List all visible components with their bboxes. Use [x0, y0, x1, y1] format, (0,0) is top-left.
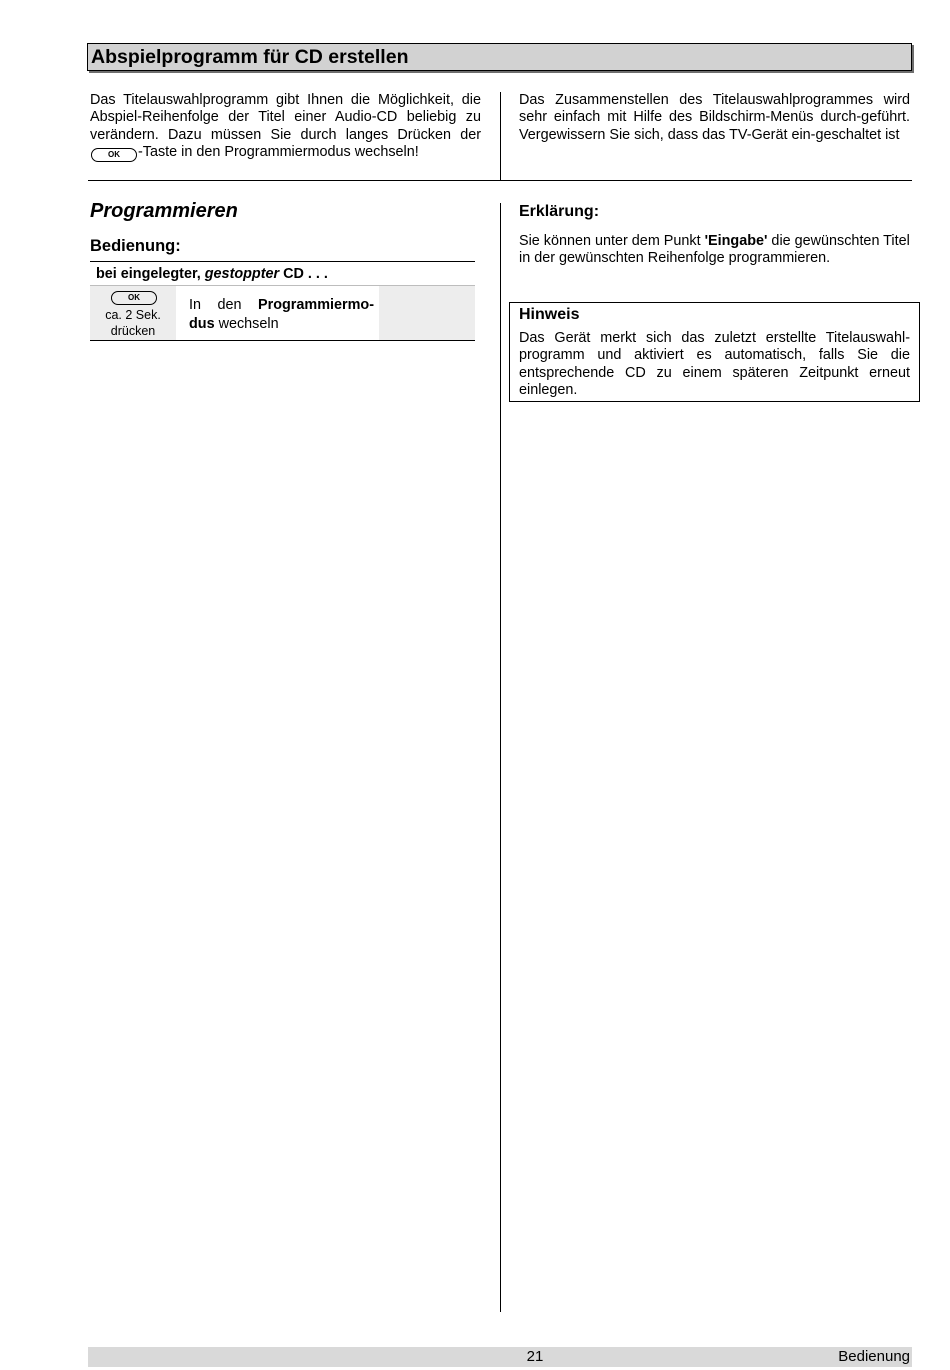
erklaerung-text-start: Sie können unter dem Punkt — [519, 233, 705, 249]
footer-section: Bedienung — [838, 1348, 910, 1365]
subheading-bedienung: Bedienung: — [90, 237, 181, 255]
table-bottom-rule — [90, 340, 475, 341]
condition-row — [96, 266, 328, 282]
column-divider — [500, 203, 501, 1312]
heading-erklaerung: Erklärung: — [519, 203, 600, 220]
condition-emph: gestoppter — [204, 266, 280, 282]
condition-suffix: CD . . . — [279, 266, 328, 282]
intro-left-text-end: -Taste in den Programmiermodus wechseln! — [138, 144, 419, 161]
page-title: Abspielprogramm für CD erstellen — [91, 46, 409, 68]
note-text: Das Gerät merkt sich das zuletzt erstellte Titelauswahl-programm und aktiviert es automatisch, falls Sie die entsprechende CD zu einem späteren Zeitpunkt erneut einlegen. — [519, 330, 910, 399]
section-heading-programmieren: Programmieren — [90, 200, 238, 222]
key-caption — [90, 307, 176, 339]
step-text-bold: Programmiermo-dus — [189, 297, 374, 332]
erklaerung-text-end: die gewünschten Titel in der gewünschten Reihenfolge programmieren. — [519, 233, 910, 267]
empty-cell — [379, 286, 475, 340]
step-description — [189, 296, 374, 334]
erklaerung-text-bold: 'Eingabe' — [704, 233, 768, 249]
condition-prefix: bei eingelegter, — [96, 266, 205, 282]
erklaerung-text — [519, 233, 910, 268]
intro-left-text-start: Das Titelauswahlprogramm gibt Ihnen die Möglichkeit, die Abspiel-Reihenfolge der Titel einer Audio-CD beliebig zu verändern. Dazu müssen Sie durch langes Drücken der — [90, 92, 481, 143]
intro-column-divider — [500, 92, 501, 180]
top-divider — [88, 180, 912, 181]
step-text-end: wechseln — [214, 316, 279, 332]
step-text-start: In den — [189, 297, 259, 313]
page-number: 21 — [526, 1348, 544, 1365]
key-caption-action: drücken — [110, 324, 156, 338]
table-top-rule — [90, 261, 475, 262]
key-caption-duration: ca. 2 Sek. — [105, 308, 161, 322]
ok-key-icon: OK — [91, 148, 137, 162]
intro-right: Das Zusammenstellen des Titelauswahlprogrammes wird sehr einfach mit Hilfe des Bildschirm-Menüs durch-geführt. Vergewissern Sie sich, dass das TV-Gerät ein-geschaltet ist — [519, 92, 910, 143]
note-title: Hinweis — [519, 306, 580, 323]
page-title-bar — [87, 43, 912, 71]
intro-left — [90, 92, 481, 162]
ok-button-icon: OK — [111, 291, 157, 305]
